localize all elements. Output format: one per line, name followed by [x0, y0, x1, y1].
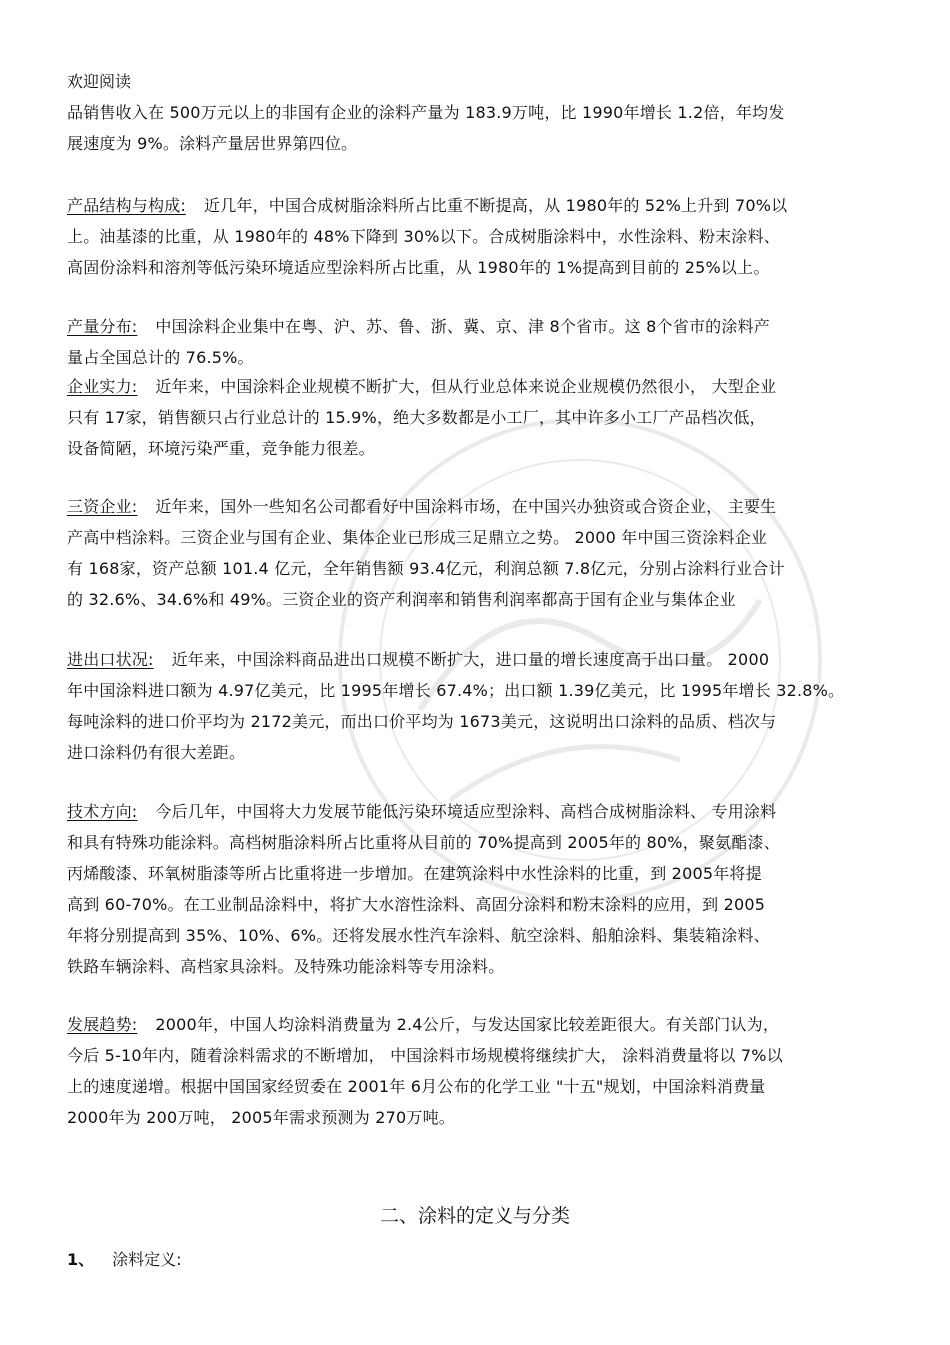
section-label: 产量分布:: [67, 317, 138, 336]
paragraph-line: 近年来，国外一些知名公司都看好中国涂料市场，在中国兴办独资或合资企业， 主要生: [155, 497, 777, 516]
paragraph-line: 丙烯酸漆、环氧树脂漆等所占比重将进一步增加。在建筑涂料中水性涂料的比重，到 2005年将提: [67, 864, 762, 883]
paragraph-line: 年中国涂料进口额为 4.97亿美元，比 1995年增长 67.4%；出口额 1.39亿美元，比 1995年增长 32.8%。: [67, 681, 845, 700]
paragraph-line: 2000年，中国人均涂料消费量为 2.4公斤，与发达国家比较差距很大。有关部门认为，: [155, 1015, 780, 1034]
paragraph-line: 进口涂料仍有很大差距。: [67, 743, 246, 762]
paragraph-line: 每吨涂料的进口价平均为 2172美元，而出口价平均为 1673美元，这说明出口涂料的品质、档次与: [67, 712, 777, 731]
item-text: 涂料定义:: [112, 1250, 182, 1269]
section-heading: 二、涂料的定义与分类: [379, 1205, 570, 1227]
paragraph-line: 近几年，中国合成树脂涂料所占比重不断提高，从 1980年的 52%上升到 70%以: [204, 196, 788, 215]
paragraph-line: 品销售收入在 500万元以上的非国有企业的涂料产量为 183.9万吨，比 1990年增长 1.2倍，年均发: [67, 103, 785, 122]
section-product-structure: [67, 190, 887, 283]
section-label: 进出口状况:: [67, 650, 154, 669]
paragraph-line: 和具有特殊功能涂料。高档树脂涂料所占比重将从目前的 70%提高到 2005年的 80%，聚氨酯漆、: [67, 833, 780, 852]
item-number: 1、: [67, 1250, 95, 1269]
numbered-item: [67, 1248, 182, 1272]
paragraph-line: 产高中档涂料。三资企业与国有企业、集体企业已形成三足鼎立之势。 2000 年中国三资涂料企业: [67, 528, 768, 547]
paragraph-line: 上。油基漆的比重，从 1980年的 48%下降到 30%以下。合成树脂涂料中，水性涂料、粉末涂料、: [67, 227, 780, 246]
header-title: 欢迎阅读: [67, 72, 132, 91]
paragraph-line: 展速度为 9%。涂料产量居世界第四位。: [67, 134, 358, 153]
section-output-distribution: [67, 311, 887, 373]
section-label: 发展趋势:: [67, 1015, 138, 1034]
paragraph-line: 的 32.6%、34.6%和 49%。三资企业的资产利润率和销售利润率都高于国有企业与集体企业: [67, 590, 736, 609]
paragraph-line: 高固份涂料和溶剂等低污染环境适应型涂料所占比重，从 1980年的 1%提高到目前的 25%以上。: [67, 258, 770, 277]
section-development-trend: [67, 1009, 887, 1133]
section-import-export: [67, 644, 887, 768]
paragraph-line: 量占全国总计的 76.5%。: [67, 348, 254, 367]
section-label: 产品结构与构成:: [67, 196, 186, 215]
section-label: 技术方向:: [67, 802, 138, 821]
paragraph-line: 近年来，中国涂料商品进出口规模不断扩大，进口量的增长速度高于出口量。 2000: [171, 650, 770, 669]
paragraph-line: 铁路车辆涂料、高档家具涂料。及特殊功能涂料等专用涂料。: [67, 957, 505, 976]
paragraph-line: 上的速度递增。根据中国国家经贸委在 2001年 6月公布的化学工业 "十五"规划，中国涂料消费量: [67, 1077, 766, 1096]
paragraph-line: 今后 5-10年内，随着涂料需求的不断增加， 中国涂料市场规模将继续扩大， 涂料消费量将以 7%以: [67, 1046, 783, 1065]
paragraph-line: 今后几年，中国将大力发展节能低污染环境适应型涂料、高档合成树脂涂料、 专用涂料: [155, 802, 777, 821]
paragraph-line: 2000年为 200万吨， 2005年需求预测为 270万吨。: [67, 1108, 455, 1127]
section-tech-direction: [67, 796, 887, 982]
intro-paragraph: [67, 97, 887, 159]
paragraph-line: 设备简陋，环境污染严重，竞争能力很差。: [67, 439, 375, 458]
section-enterprise-strength: [67, 371, 887, 464]
section-foreign-funded: [67, 491, 887, 615]
paragraph-line: 有 168家，资产总额 101.4 亿元，全年销售额 93.4亿元，利润总额 7.8亿元，分别占涂料行业合计: [67, 559, 785, 578]
paragraph-line: 年将分别提高到 35%、10%、6%。还将发展水性汽车涂料、航空涂料、船舶涂料、集装箱涂料、: [67, 926, 770, 945]
section-label: 三资企业:: [67, 497, 138, 516]
section-label: 企业实力:: [67, 377, 138, 396]
paragraph-line: 近年来，中国涂料企业规模不断扩大，但从行业总体来说企业规模仍然很小， 大型企业: [155, 377, 777, 396]
paragraph-line: 中国涂料企业集中在粤、沪、苏、鲁、浙、冀、京、津 8个省市。这 8个省市的涂料产: [155, 317, 770, 336]
paragraph-line: 只有 17家，销售额只占行业总计的 15.9%，绝大多数都是小工厂，其中许多小工厂产品档次低，: [67, 408, 766, 427]
paragraph-line: 高到 60-70%。在工业制品涂料中，将扩大水溶性涂料、高固分涂料和粉末涂料的应用，到 2005: [67, 895, 766, 914]
